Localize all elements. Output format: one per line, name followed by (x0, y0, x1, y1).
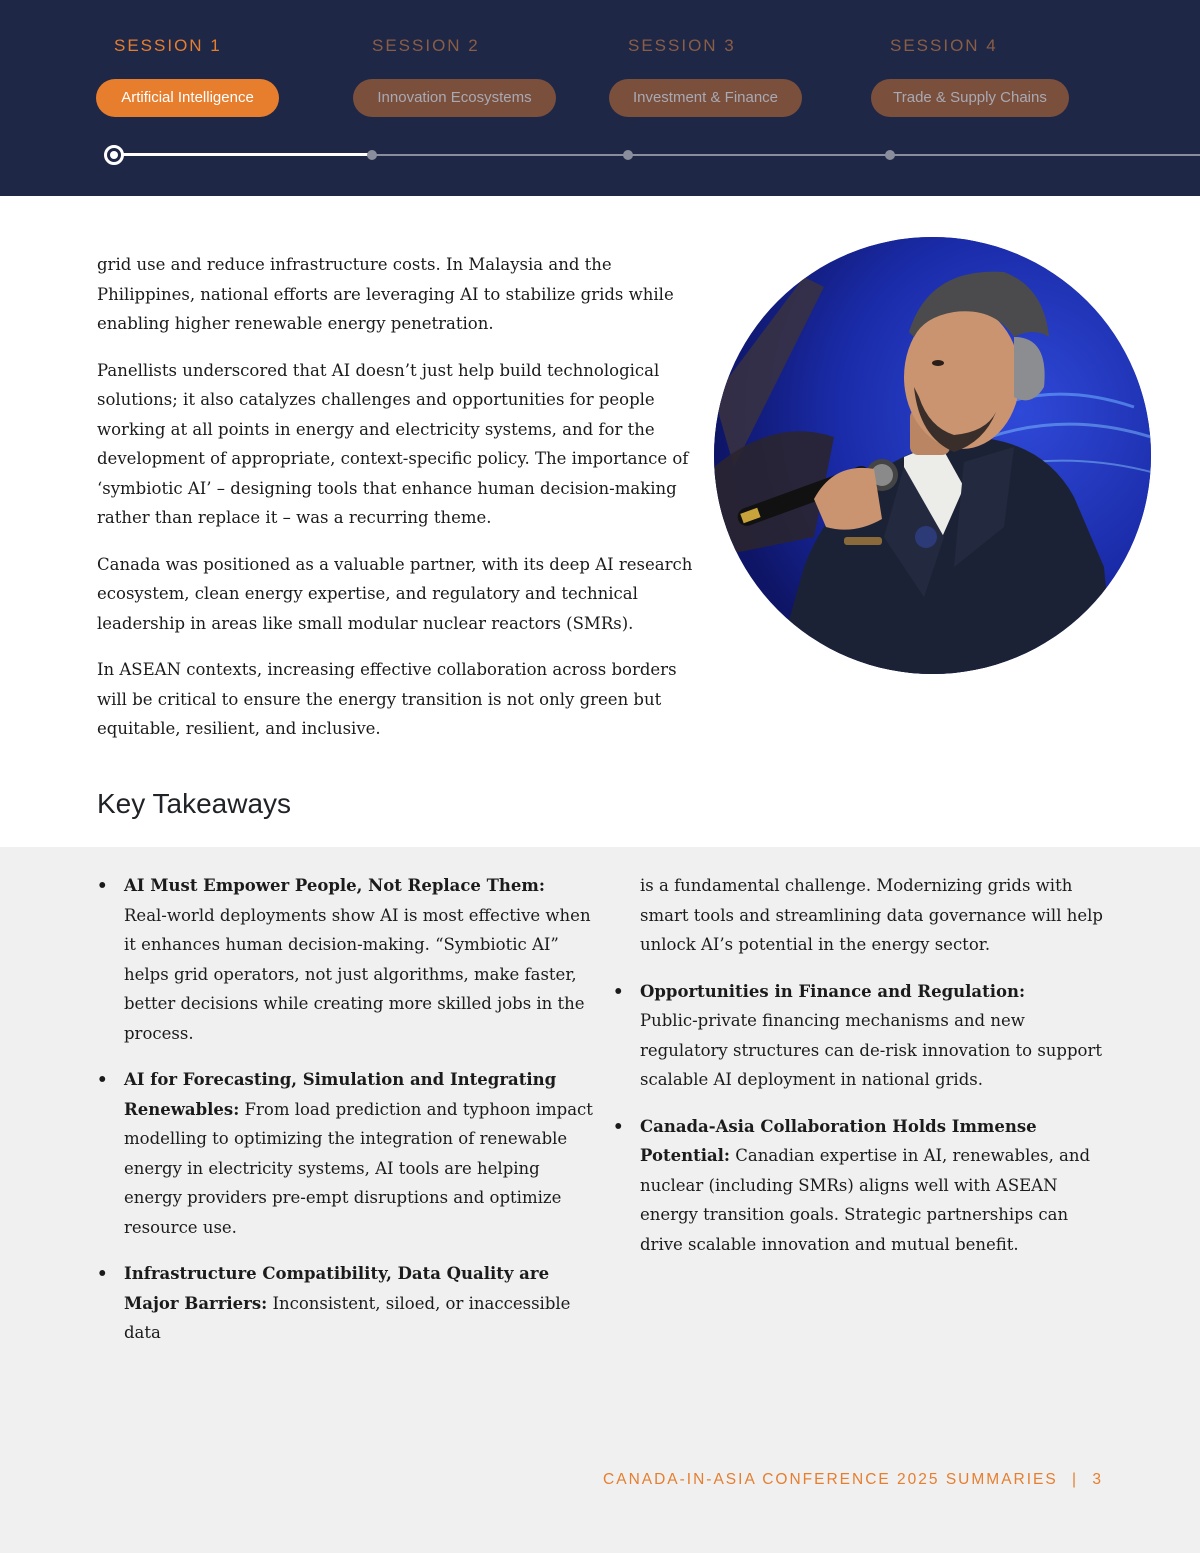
bullet-marker: • (613, 981, 624, 1001)
body-paragraph: Panellists underscored that AI doesn’t just help build technological solutions; it also catalyzes challenges and opportunities for people working at all points in energy and electricity systems, and for the development of appropriate, context-specific policy. The importance of ‘symbiotic AI’ – designing tools that enhance human decision-making rather than replace it – was a recurring theme. (97, 360, 689, 527)
takeaway-text: Real-world deployments show AI is most effective when it enhances human decision-making. “Symbiotic AI” helps grid operators, not just algorithms, make faster, better decisions while creating more skilled jobs in the process. (124, 905, 591, 1043)
takeaway-item (613, 977, 1113, 1095)
session-2-topic-pill[interactable]: Innovation Ecosystems (353, 79, 556, 117)
bullet-marker: • (97, 876, 108, 895)
takeaway-text-continued: is a fundamental challenge. Modernizing grids with smart tools and streamlining data governance will help unlock AI’s potential in the energy sector. (640, 876, 1103, 954)
session-3-label: SESSION 3 (628, 36, 736, 55)
takeaway-item (97, 1065, 597, 1242)
body-paragraph: grid use and reduce infrastructure costs. In Malaysia and the Philippines, national efforts are leveraging AI to stabilize grids while enabling higher renewable energy penetration. (97, 255, 674, 333)
session-2-label: SESSION 2 (372, 36, 480, 55)
takeaway-item-continued (613, 871, 1113, 960)
takeaway-heading: AI for Forecasting, Simulation and Integrating Renewables: (124, 1070, 557, 1119)
key-takeaways-right-column (613, 871, 1113, 1276)
session-1-label: SESSION 1 (114, 36, 222, 55)
body-paragraph: Canada was positioned as a valuable partner, with its deep AI research ecosystem, clean energy expertise, and regulatory and technical leadership in areas like small modular nuclear reactors (SMRs). (97, 554, 693, 633)
speaker-photo (714, 237, 1151, 674)
session-2-marker (367, 150, 377, 160)
session-4-label: SESSION 4 (890, 36, 998, 55)
session-3-marker (623, 150, 633, 160)
session-4-topic-pill[interactable]: Trade & Supply Chains (871, 79, 1069, 117)
takeaway-text: Inconsistent, siloed, or inaccessible data (124, 1293, 571, 1342)
session-3-topic-pill[interactable]: Investment & Finance (609, 79, 802, 117)
bullet-marker: • (97, 1070, 108, 1089)
bullet-marker: • (613, 1116, 624, 1136)
takeaway-item (97, 1259, 597, 1348)
takeaway-text: From load prediction and typhoon impact modelling to optimizing the integration of renewable energy in electricity systems, AI tools are helping energy providers pre-empt disruptions and optimize resource use. (124, 1099, 593, 1237)
takeaway-text: Public-private financing mechanisms and new regulatory structures can de-risk innovation to support scalable AI deployment in national grids. (640, 1011, 1102, 1089)
takeaway-heading: Opportunities in Finance and Regulation: (640, 981, 1026, 1001)
takeaway-heading: Infrastructure Compatibility, Data Quality are Major Barriers: (124, 1264, 550, 1313)
session-progress-fill (114, 153, 372, 156)
page-number: 3 (1092, 1471, 1103, 1488)
takeaway-heading: AI Must Empower People, Not Replace Them: (124, 876, 545, 895)
footer-title: CANADA-IN-ASIA CONFERENCE 2025 SUMMARIES (603, 1471, 1058, 1488)
key-takeaways-heading: Key Takeaways (97, 788, 292, 819)
takeaway-item (613, 1112, 1113, 1260)
session-1-current-marker (104, 145, 124, 165)
takeaway-heading: Canada-Asia Collaboration Holds Immense Potential: (640, 1116, 1037, 1165)
article-body-text (97, 250, 697, 761)
session-1-topic-pill[interactable]: Artificial Intelligence (96, 79, 279, 117)
bullet-marker: • (97, 1264, 108, 1283)
session-header (0, 0, 1200, 196)
session-4-marker (885, 150, 895, 160)
takeaway-item (97, 871, 597, 1048)
page-footer (603, 1471, 1103, 1489)
takeaway-text: Canadian expertise in AI, renewables, and nuclear (including SMRs) aligns well with ASEAN energy transition goals. Strategic partnerships can drive scalable innovation and mutual benefit. (640, 1146, 1091, 1254)
footer-separator: | (1072, 1471, 1079, 1488)
key-takeaways-left-column (97, 871, 597, 1365)
body-paragraph: In ASEAN contexts, increasing effective collaboration across borders will be critical to ensure the energy transition is not only green but equitable, resilient, and inclusive. (97, 660, 677, 738)
